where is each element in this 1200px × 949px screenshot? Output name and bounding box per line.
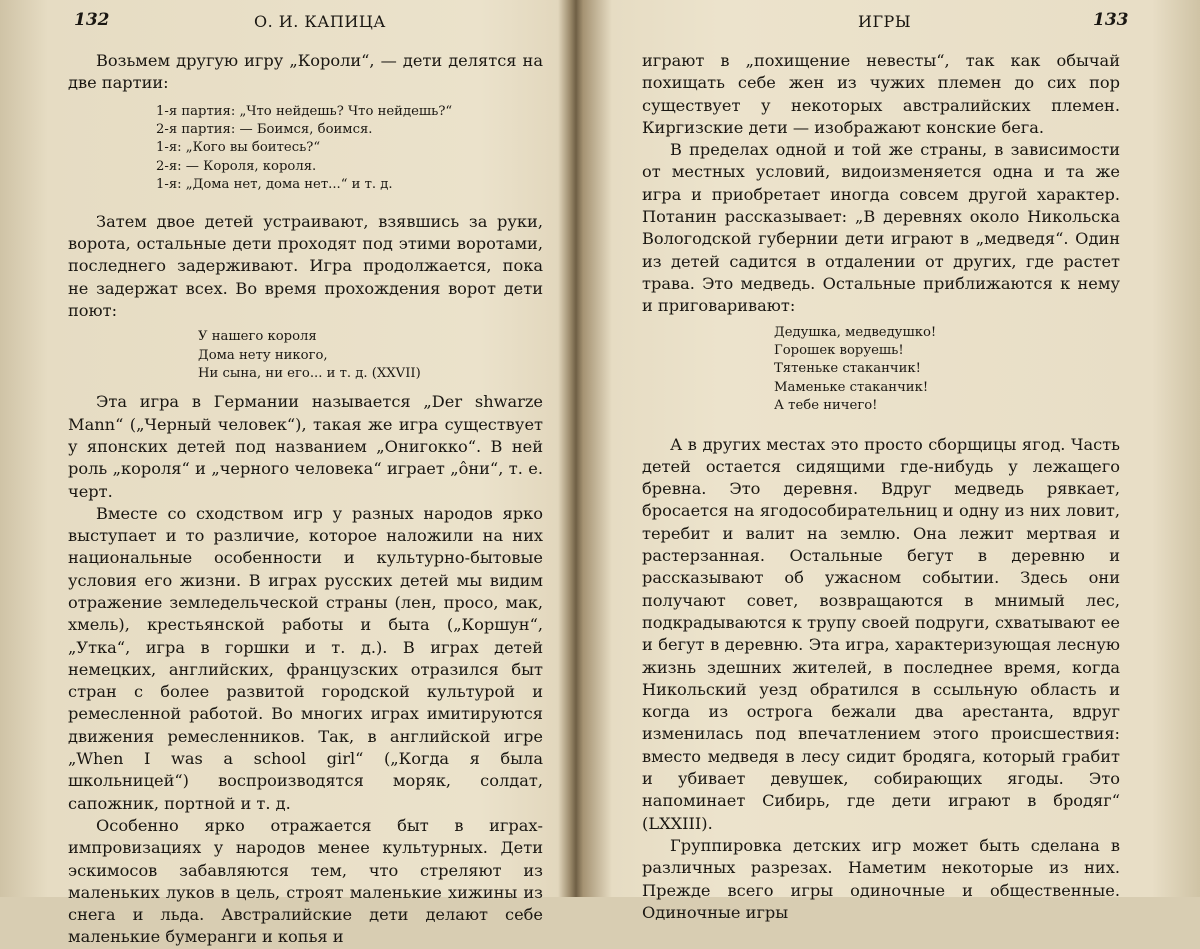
left-page-header — [0, 10, 555, 36]
song-line: Ни сына, ни его... и т. д. (XXVII) — [198, 365, 421, 381]
paragraph: Группировка детских игр может быть сделана в различных разрезах. Наметим некоторые из них. Прежде всего игры одиночные и общественные. Одиночные игры — [642, 835, 1120, 922]
paragraph: Затем двое детей устраивают, взявшись за руки, ворота, остальные дети проходят под этими воротами, последнего задерживают. Игра продолжается, пока не задержат всех. Во время прохождения ворот дети поют: — [68, 211, 543, 320]
right-page-header — [600, 10, 1160, 36]
chant-block — [774, 324, 1120, 416]
chant-line: Дедушка, медведушко! — [774, 324, 937, 340]
paragraph: В пределах одной и той же страны, в зависимости от местных условий, видоизменяется одна и та же игра и приобретает иногда совсем другой характер. Потанин рассказывает: „В деревнях около Никольска Вологодской губернии дети играют в „медведя“. Один из детей садится в отдалении от других, где растет трава. Это медведь. Остальные приближаются к нему и приговаривают: — [642, 140, 1120, 316]
dialogue-line: 2-я: — Короля, короля. — [156, 158, 317, 174]
right-page-text — [642, 50, 1120, 924]
paragraph: Вместе со сходством игр у разных народов ярко выступает и то различие, которое наложили на них национальные особенности и культурно-бытовые условия его жизни. В играх русских детей мы видим отражение земледельческой страны (лен, просо, мак, хмель), крестьянской работы и быта („Коршун“, „Утка“, игра в горшки и т. д.). В играх детей немецких, английских, французских отразился быт стран с более развитой городской культурой и ремесленной работой. Во многих играх имитируются движения ремесленников. Так, в английской игре „When I was a school girl“ („Когда я была школьницей“) воспроизводятся моряк, солдат, сапожник, портной и т. д. — [68, 503, 543, 813]
chant-line: Маменьке стаканчик! — [774, 379, 929, 395]
dialogue-line: 1-я партия: „Что нейдешь? Что нейдешь?“ — [156, 103, 453, 119]
dialogue-line: 1-я: „Кого вы боитесь?“ — [156, 140, 321, 156]
paragraph: Особенно ярко отражается быт в играх-импровизациях у народов менее культурных. Дети эскимосов забавляются тем, что стреляют из маленьких луков в цель, строят маленькие хижины из снега и льда. Австралийские дети делают себе маленькие бумеранги и копья и — [68, 815, 543, 947]
page-number: 132 — [74, 10, 110, 30]
chant-line: А тебе ничего! — [774, 398, 878, 414]
song-block — [198, 328, 543, 383]
dialogue-block — [156, 103, 543, 195]
left-page-text — [68, 50, 543, 949]
dialogue-line: 2-я партия: — Боимся, боимся. — [156, 122, 373, 137]
paragraph: Возьмем другую игру „Короли“, — дети делятся на две партии: — [68, 51, 543, 93]
running-title: ИГРЫ — [858, 12, 912, 31]
paragraph: играют в „похищение невесты“, так как обычай похищать себе жен из чужих племен до сих пор существует у некоторых австралийских племен. Киргизские дети — изображают конские бега. — [642, 51, 1120, 137]
song-line: У нашего короля — [198, 329, 317, 345]
paragraph: А в других местах это просто сборщицы ягод. Часть детей остается сидящими где-нибудь у лежащего бревна. Это деревня. Вдруг медведь рявкает, бросается на ягодособирательниц и одну из них ловит, теребит и валит на землю. Она лежит мертвая и растерзанная. Остальные бегут в деревню и рассказывают об ужасном событии. Здесь они получают совет, возвращаются в мнимый лес, подкрадываются к трупу своей подруги, схватывают ее и бегут в деревню. Эта игра, характеризующая лесную жизнь здешних жителей, в последнее время, когда Никольский уезд обратился в ссыльную область и когда из острога бежали два арестанта, вдруг изменилась под впечатлением этого происшествия: вместо медведя в лесу сидит бродяга, который грабит и убивает девушек, собирающих ягоды. Это напоминает Сибирь, где дети играют в бродяг“ (LXXIII). — [642, 434, 1120, 833]
page-number: 133 — [1093, 10, 1129, 30]
chant-line: Горошек воруешь! — [774, 342, 904, 358]
song-line: Дома нету никого, — [198, 347, 328, 363]
paragraph: Эта игра в Германии называется „Der shwarze Mann“ („Черный человек“), такая же игра существует у японских детей под названием „Онигокко“. В ней роль „короля“ и „черного человека“ играет „о̂ни“, т. е. черт. — [68, 392, 543, 501]
left-page — [0, 0, 555, 947]
running-title: О. И. КАПИЦА — [254, 12, 386, 31]
dialogue-line: 1-я: „Дома нет, дома нет...“ и т. д. — [156, 177, 393, 193]
right-page — [600, 0, 1160, 922]
chant-line: Тятеньке стаканчик! — [774, 361, 921, 377]
